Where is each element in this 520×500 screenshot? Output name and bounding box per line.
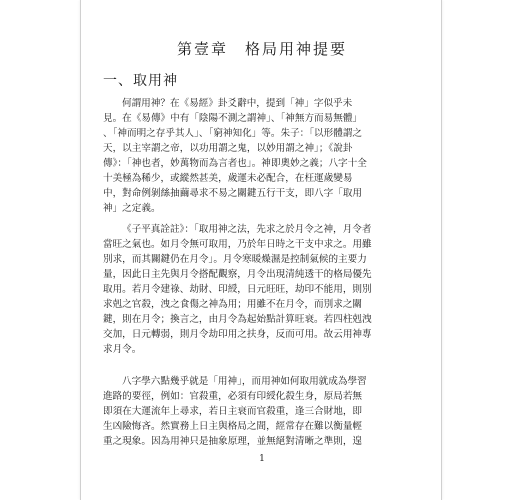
text-line: 重之現象。因為用神只是抽象原理，並無絕對清晰之準則，遑 [103,436,363,447]
text-line: 求月令。 [103,344,142,355]
section-heading: 一、取用神 [103,73,178,89]
text-line: 中，對命例剝絲抽繭尋求不易之關鍵五行干支，即八字「取用 [103,188,363,199]
text-line: 取用。若月令建祿、劫財、印綬，日元旺旺，劫印不能用，則別 [103,284,372,295]
text-line: 傳》：「神也者，妙萬物而為言者也」。神即奧妙之義；八字十全 [103,158,367,169]
text-line: 《子平真詮註》：「取用神之法，先求之於月令之神，月令者 [122,224,372,235]
paragraph [103,222,421,357]
text-line: 生凶險悔吝。然實務上日主與格局之間，經常存在難以衡量輕 [103,421,363,432]
text-line: 神」之定義。 [103,203,161,214]
text-line: 十美極為稀少，或縱然甚美，歲運未必配合，在枉運歲變易 [103,173,353,184]
text-line: 進路的要徑，例如：官殺重，必須有印綬化殺生身，原局若無 [103,391,363,402]
chapter-title: 第壹章 格局用神提要 [176,40,347,58]
text-line: 量，因此日主先與月令搭配觀察，月令出現清純透干的格局優先 [103,269,372,280]
text-line: 見。在《易傳》中有「陰陽不測之謂神」、「神無方而易無體」 [103,113,363,124]
text-line: 八字學六點幾乎就是「用神」，而用神如何取用就成為學習 [122,376,367,387]
document-page [80,0,442,500]
text-line: 別求，而其關鍵仍在月令」。月令寒暖燥濕是控制氣候的主要力 [103,254,367,265]
text-line: 、「神而明之存乎其人」、「窮神知化」等。朱子：「以形體謂之 [103,128,363,139]
text-line: 鍵，則在月令；換言之，由月令為起始點計算旺衰。若四柱剋洩 [103,314,372,325]
text-line: 求剋之官殺，洩之食傷之神為用；用雖不在月令，而別求之關 [103,299,363,310]
text-line: 天，以主宰謂之帝，以功用謂之鬼，以妙用謂之神」；《說卦 [103,143,353,154]
paragraph [103,96,421,216]
text-line: 何謂用神？在《易經》卦爻辭中，提到「神」字似乎未 [122,98,353,109]
text-line: 即須在大運流年上尋求，若日主衰而官殺重，逢三合財地，即 [103,406,363,417]
text-line: 當旺之氣也。如月令無可取用，乃於年日時之干支中求之。用雖 [103,239,372,250]
text-line: 交加，日元轉弱，則月令劫印用之扶身，反而可用。故云用神專 [103,329,372,340]
page-number: 1 [259,454,265,464]
paragraph [103,374,421,449]
